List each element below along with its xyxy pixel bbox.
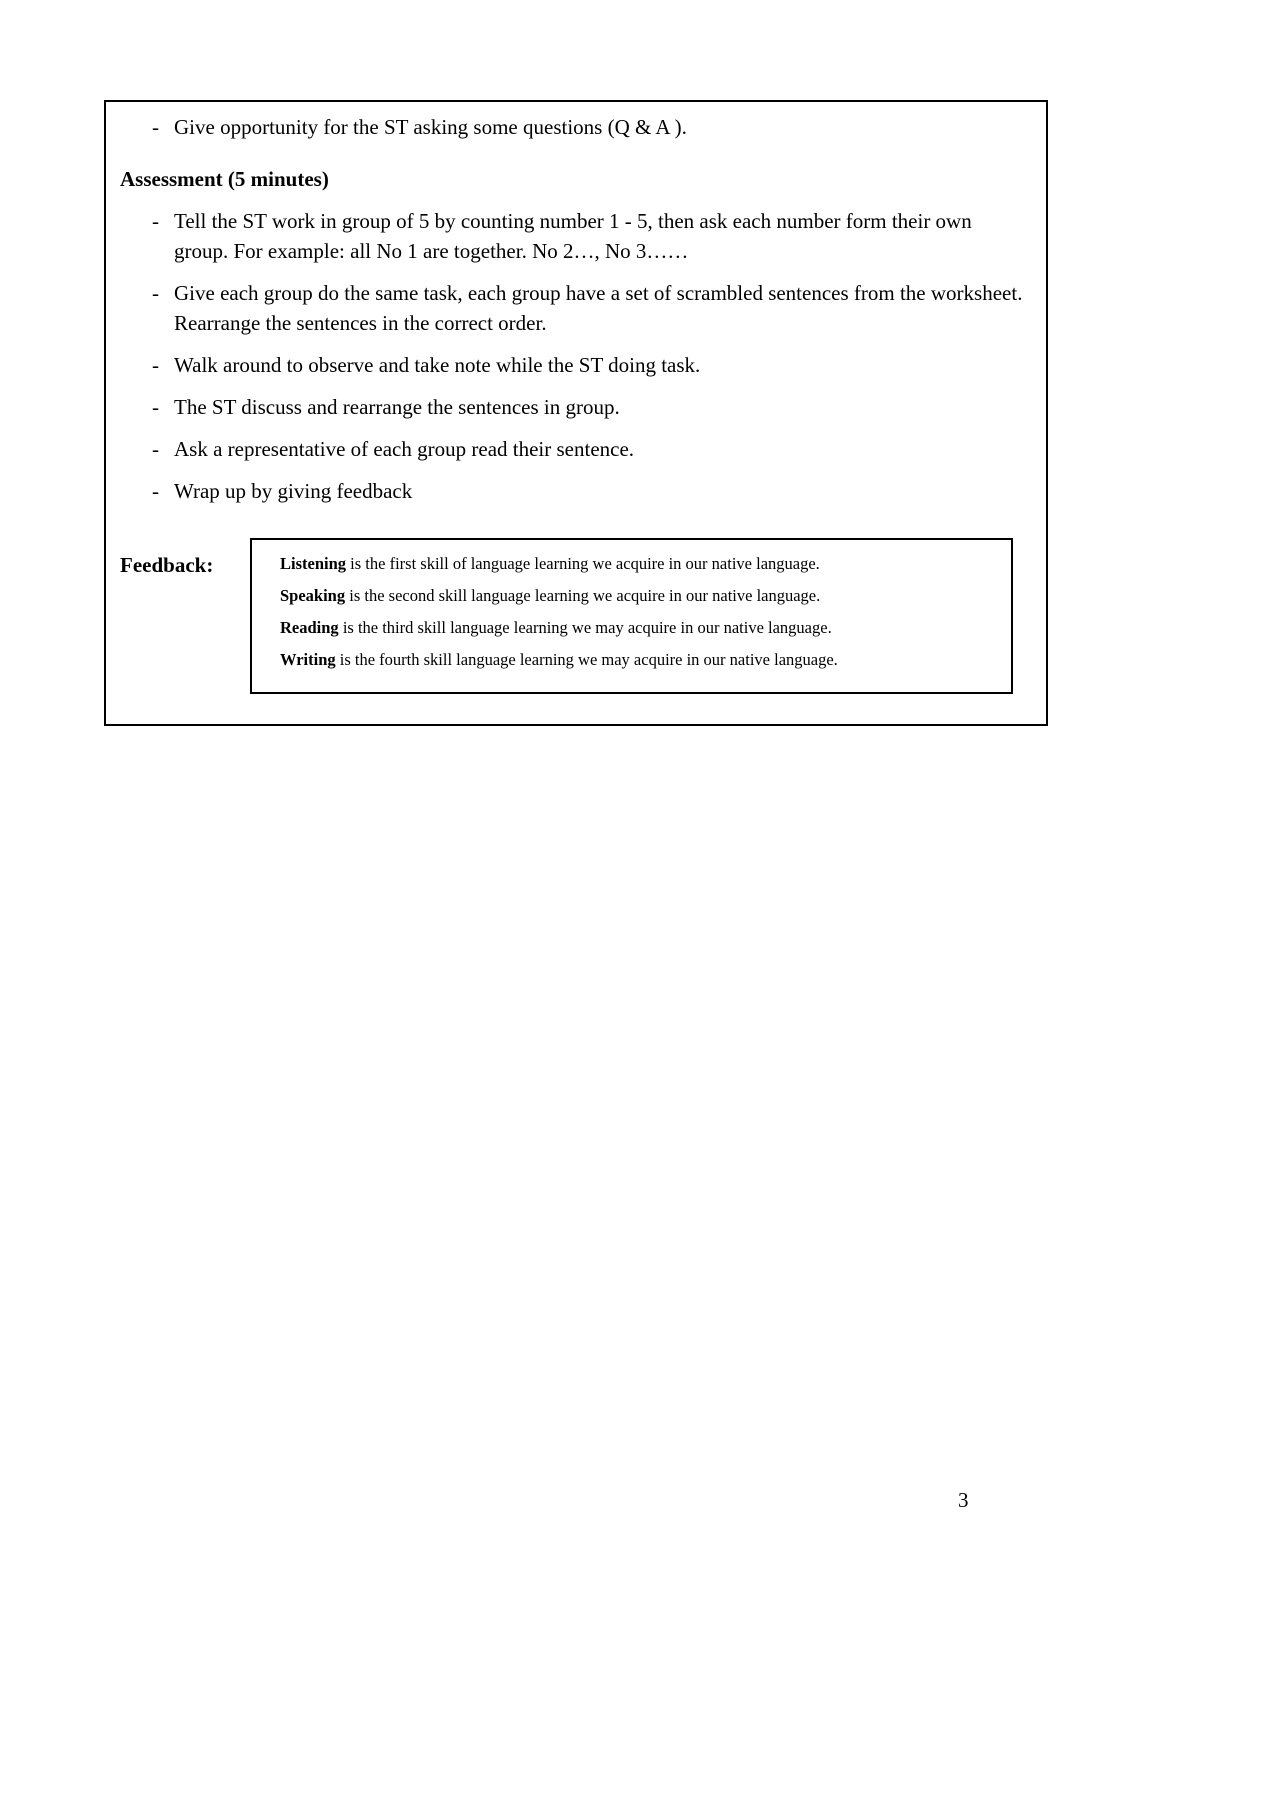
feedback-keyword: Speaking xyxy=(280,586,346,605)
feedback-text: is the third skill language learning we may acquire in our native language. xyxy=(338,618,832,637)
feedback-line xyxy=(280,548,993,580)
bullet-dash: - xyxy=(152,479,159,503)
page-number: 3 xyxy=(958,1488,969,1512)
bullet-dash: - xyxy=(152,395,159,419)
feedback-text: is the fourth skill language learning we may acquire in our native language. xyxy=(335,650,838,669)
assessment-heading: Assessment (5 minutes) xyxy=(120,167,329,191)
list-item xyxy=(152,206,1030,266)
bullet-text: Walk around to observe and take note while the ST doing task. xyxy=(174,353,701,377)
feedback-line xyxy=(280,612,993,644)
bullet-text: Give each group do the same task, each group have a set of scrambled sentences from the worksheet. Rearrange the sentences in the correct order. xyxy=(174,281,1023,335)
feedback-keyword: Writing xyxy=(280,650,336,669)
feedback-label: Feedback: xyxy=(120,553,214,577)
intro-bullet-text: Give opportunity for the ST asking some questions (Q & A ). xyxy=(174,115,687,139)
list-item xyxy=(152,392,1030,422)
bullet-text: The ST discuss and rearrange the sentences in group. xyxy=(174,395,620,419)
bullet-dash: - xyxy=(152,353,159,377)
list-item xyxy=(152,434,1030,464)
feedback-section xyxy=(120,538,1013,694)
bullet-dash: - xyxy=(152,281,159,305)
bullet-dash: - xyxy=(152,115,159,139)
bullet-dash: - xyxy=(152,437,159,461)
list-item xyxy=(152,476,1030,506)
bullet-text: Tell the ST work in group of 5 by counting number 1 - 5, then ask each number form their own group. For example: all No 1 are together. No 2…, No 3…… xyxy=(174,209,972,263)
feedback-keyword: Listening xyxy=(280,554,347,573)
intro-bullet xyxy=(152,112,1026,142)
bullet-dash: - xyxy=(152,209,159,233)
content-box xyxy=(104,100,1048,726)
feedback-box xyxy=(250,538,1013,694)
feedback-keyword: Reading xyxy=(280,618,339,637)
feedback-line xyxy=(280,644,993,676)
feedback-line xyxy=(280,580,993,612)
list-item xyxy=(152,278,1030,338)
feedback-text: is the second skill language learning we acquire in our native language. xyxy=(345,586,821,605)
feedback-text: is the first skill of language learning we acquire in our native language. xyxy=(346,554,820,573)
assessment-bullet-list xyxy=(106,206,1046,506)
list-item xyxy=(152,350,1030,380)
bullet-text: Wrap up by giving feedback xyxy=(174,479,413,503)
bullet-text: Ask a representative of each group read their sentence. xyxy=(174,437,635,461)
